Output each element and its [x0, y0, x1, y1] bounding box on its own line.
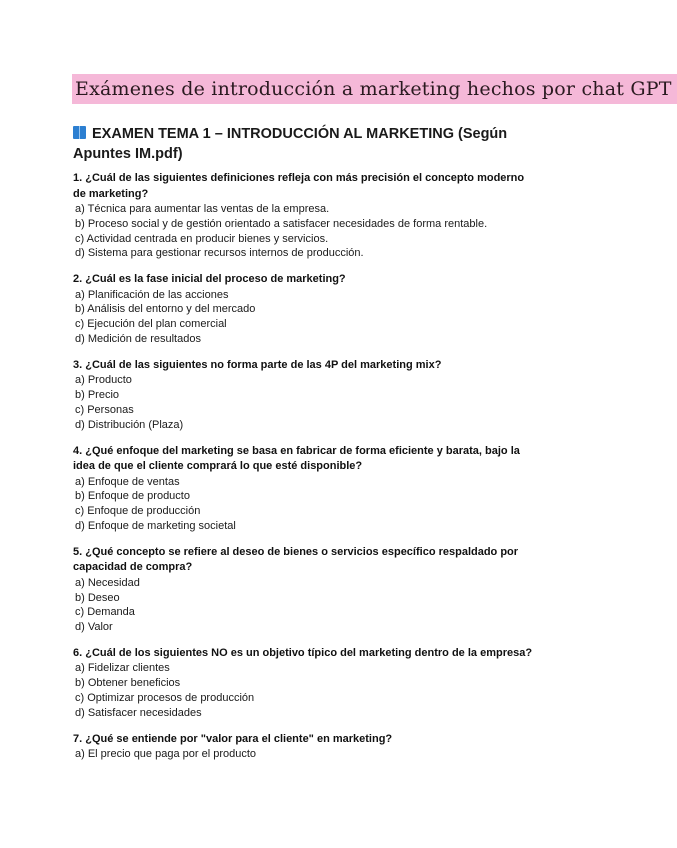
answer-option: d) Satisfacer necesidades — [75, 706, 202, 719]
answer-option: b) Análisis del entorno y del mercado — [75, 303, 256, 316]
question-text: 3. ¿Cuál de las siguientes no forma parte de las 4P del marketing mix? — [73, 358, 442, 371]
answer-option: b) Enfoque de producto — [75, 490, 190, 503]
answer-option: a) Técnica para aumentar las ventas de la empresa. — [75, 203, 330, 215]
blue-book-icon — [73, 126, 86, 139]
exam-heading-text: EXAMEN TEMA 1 – INTRODUCCIÓN AL MARKETING (Según Apuntes IM.pdf) — [73, 126, 508, 162]
exam-heading — [73, 124, 533, 164]
answer-option: a) Enfoque de ventas — [75, 475, 180, 488]
answer-option: d) Sistema para gestionar recursos internos de producción. — [75, 247, 364, 260]
question-5 — [73, 545, 533, 635]
answer-option: a) Planificación de las acciones — [75, 288, 229, 301]
question-text: 4. ¿Qué enfoque del marketing se basa en fabricar de forma eficiente y barata, bajo la idea de que el cliente comprará lo que esté disponible? — [73, 444, 520, 473]
question-text: 6. ¿Cuál de los siguientes NO es un objetivo típico del marketing dentro de la empresa? — [73, 646, 533, 659]
answer-option: b) Precio — [75, 389, 120, 402]
answer-option: a) Fidelizar clientes — [75, 662, 170, 675]
title-block — [72, 74, 677, 104]
answer-option: c) Optimizar procesos de producción — [75, 692, 255, 705]
question-text: 2. ¿Cuál es la fase inicial del proceso de marketing? — [73, 273, 346, 286]
question-7 — [73, 732, 533, 762]
question-6 — [73, 646, 533, 721]
question-1 — [73, 171, 533, 261]
answer-option: d) Medición de resultados — [75, 333, 201, 346]
question-list — [73, 171, 533, 773]
question-text: 7. ¿Qué se entiende por "valor para el cliente" en marketing? — [73, 732, 393, 745]
answer-option: c) Actividad centrada en producir bienes y servicios. — [75, 232, 329, 245]
answer-option: c) Personas — [75, 403, 134, 416]
answer-option: a) Producto — [75, 374, 132, 387]
question-2 — [73, 272, 533, 347]
answer-option: b) Proceso social y de gestión orientado a satisfacer necesidades de forma rentable. — [75, 217, 488, 230]
question-4 — [73, 444, 533, 534]
answer-option: d) Enfoque de marketing societal — [75, 519, 236, 532]
answer-option: c) Demanda — [75, 606, 135, 619]
answer-option: d) Valor — [75, 621, 113, 634]
question-3 — [73, 358, 533, 433]
question-text: 1. ¿Cuál de las siguientes definiciones refleja con más precisión el concepto moderno de marketing? — [73, 172, 525, 200]
answer-option: c) Ejecución del plan comercial — [75, 318, 227, 331]
answer-option: c) Enfoque de producción — [75, 505, 201, 518]
answer-option: b) Obtener beneficios — [75, 677, 181, 690]
answer-option: b) Deseo — [75, 591, 120, 604]
answer-option: a) El precio que paga por el producto — [75, 748, 257, 761]
document-title: Exámenes de introducción a marketing hechos por chat GPT — [72, 74, 677, 104]
question-text: 5. ¿Qué concepto se refiere al deseo de bienes o servicios específico respaldado por capacidad de compra? — [73, 545, 519, 574]
answer-option: a) Necesidad — [75, 576, 140, 589]
answer-option: d) Distribución (Plaza) — [75, 418, 184, 431]
